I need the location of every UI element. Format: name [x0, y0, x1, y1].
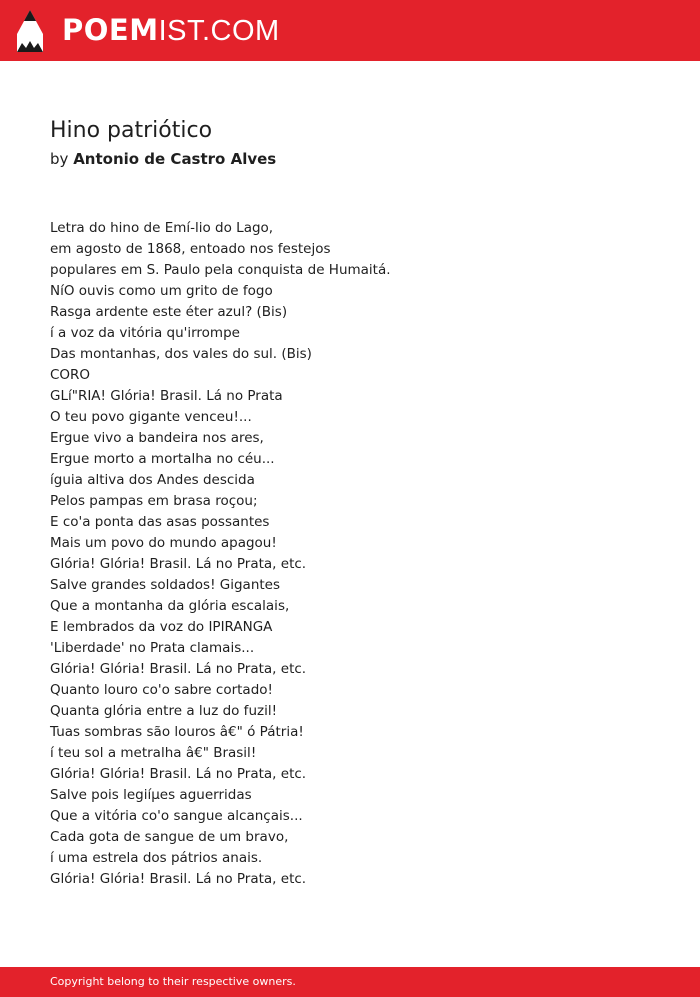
- poem-line: í teu sol a metralha â€" Brasil!: [50, 745, 257, 761]
- site-header: [0, 0, 700, 61]
- poem-line: Pelos pampas em brasa roçou;: [50, 493, 258, 509]
- poem-line: Quanta glória entre a luz do fuzil!: [50, 703, 277, 719]
- poem-line: Glória! Glória! Brasil. Lá no Prata, etc.: [50, 766, 307, 782]
- poem-line: O teu povo gigante venceu!...: [50, 409, 252, 425]
- logo-text-bold: POEM: [62, 13, 159, 47]
- poem-line: Que a montanha da glória escalais,: [50, 598, 290, 614]
- poem-line: 'Liberdade' no Prata clamais...: [50, 640, 255, 656]
- poem-line: Salve pois legiíµes aguerridas: [50, 787, 252, 803]
- poem-title: Hino patriótico: [50, 118, 213, 143]
- poem-line: Salve grandes soldados! Gigantes: [50, 577, 281, 593]
- pencil-icon[interactable]: [17, 10, 43, 52]
- poem-line: CORO: [50, 367, 91, 383]
- poem-line: E co'a ponta das asas possantes: [50, 514, 270, 530]
- by-label: by: [50, 150, 69, 168]
- poem-line: Das montanhas, dos vales do sul. (Bis): [50, 346, 312, 362]
- poem-line: Quanto louro co'o sabre cortado!: [50, 682, 273, 698]
- poem-line: Ergue morto a mortalha no céu...: [50, 451, 275, 467]
- copyright-text: Copyright belong to their respective owners.: [50, 975, 296, 988]
- poem-line: E lembrados da voz do IPIRANGA: [50, 619, 273, 635]
- poem-line: Glória! Glória! Brasil. Lá no Prata, etc.: [50, 871, 307, 887]
- author-name: Antonio de Castro Alves: [73, 150, 277, 168]
- byline: [50, 148, 276, 170]
- poem-body: [50, 218, 670, 890]
- poem-line: Glória! Glória! Brasil. Lá no Prata, etc.: [50, 661, 307, 677]
- poem-line: Mais um povo do mundo apagou!: [50, 535, 277, 551]
- poem-line: em agosto de 1868, entoado nos festejos: [50, 241, 331, 257]
- poem-line: Que a vitória co'o sangue alcançais...: [50, 808, 303, 824]
- poem-line: Cada gota de sangue de um bravo,: [50, 829, 289, 845]
- poem-line: í uma estrela dos pátrios anais.: [50, 850, 263, 866]
- site-footer: [0, 967, 700, 997]
- poem-line: Rasga ardente este éter azul? (Bis): [50, 304, 288, 320]
- poem-line: NíO ouvis como um grito de fogo: [50, 283, 273, 299]
- poem-line: Glória! Glória! Brasil. Lá no Prata, etc.: [50, 556, 307, 572]
- poem-line: Ergue vivo a bandeira nos ares,: [50, 430, 264, 446]
- poem-line: GLí"RIA! Glória! Brasil. Lá no Prata: [50, 388, 283, 404]
- poem-line: í a voz da vitória qu'irrompe: [50, 325, 240, 341]
- poem-line: íguia altiva dos Andes descida: [50, 472, 255, 488]
- poem-line: Tuas sombras são louros â€" ó Pátria!: [50, 724, 304, 740]
- poem-line: Letra do hino de Emí-lio do Lago,: [50, 220, 274, 236]
- logo-text-light: IST.COM: [158, 15, 280, 47]
- poem-line: populares em S. Paulo pela conquista de Humaitá.: [50, 262, 391, 278]
- site-logo[interactable]: [62, 11, 280, 49]
